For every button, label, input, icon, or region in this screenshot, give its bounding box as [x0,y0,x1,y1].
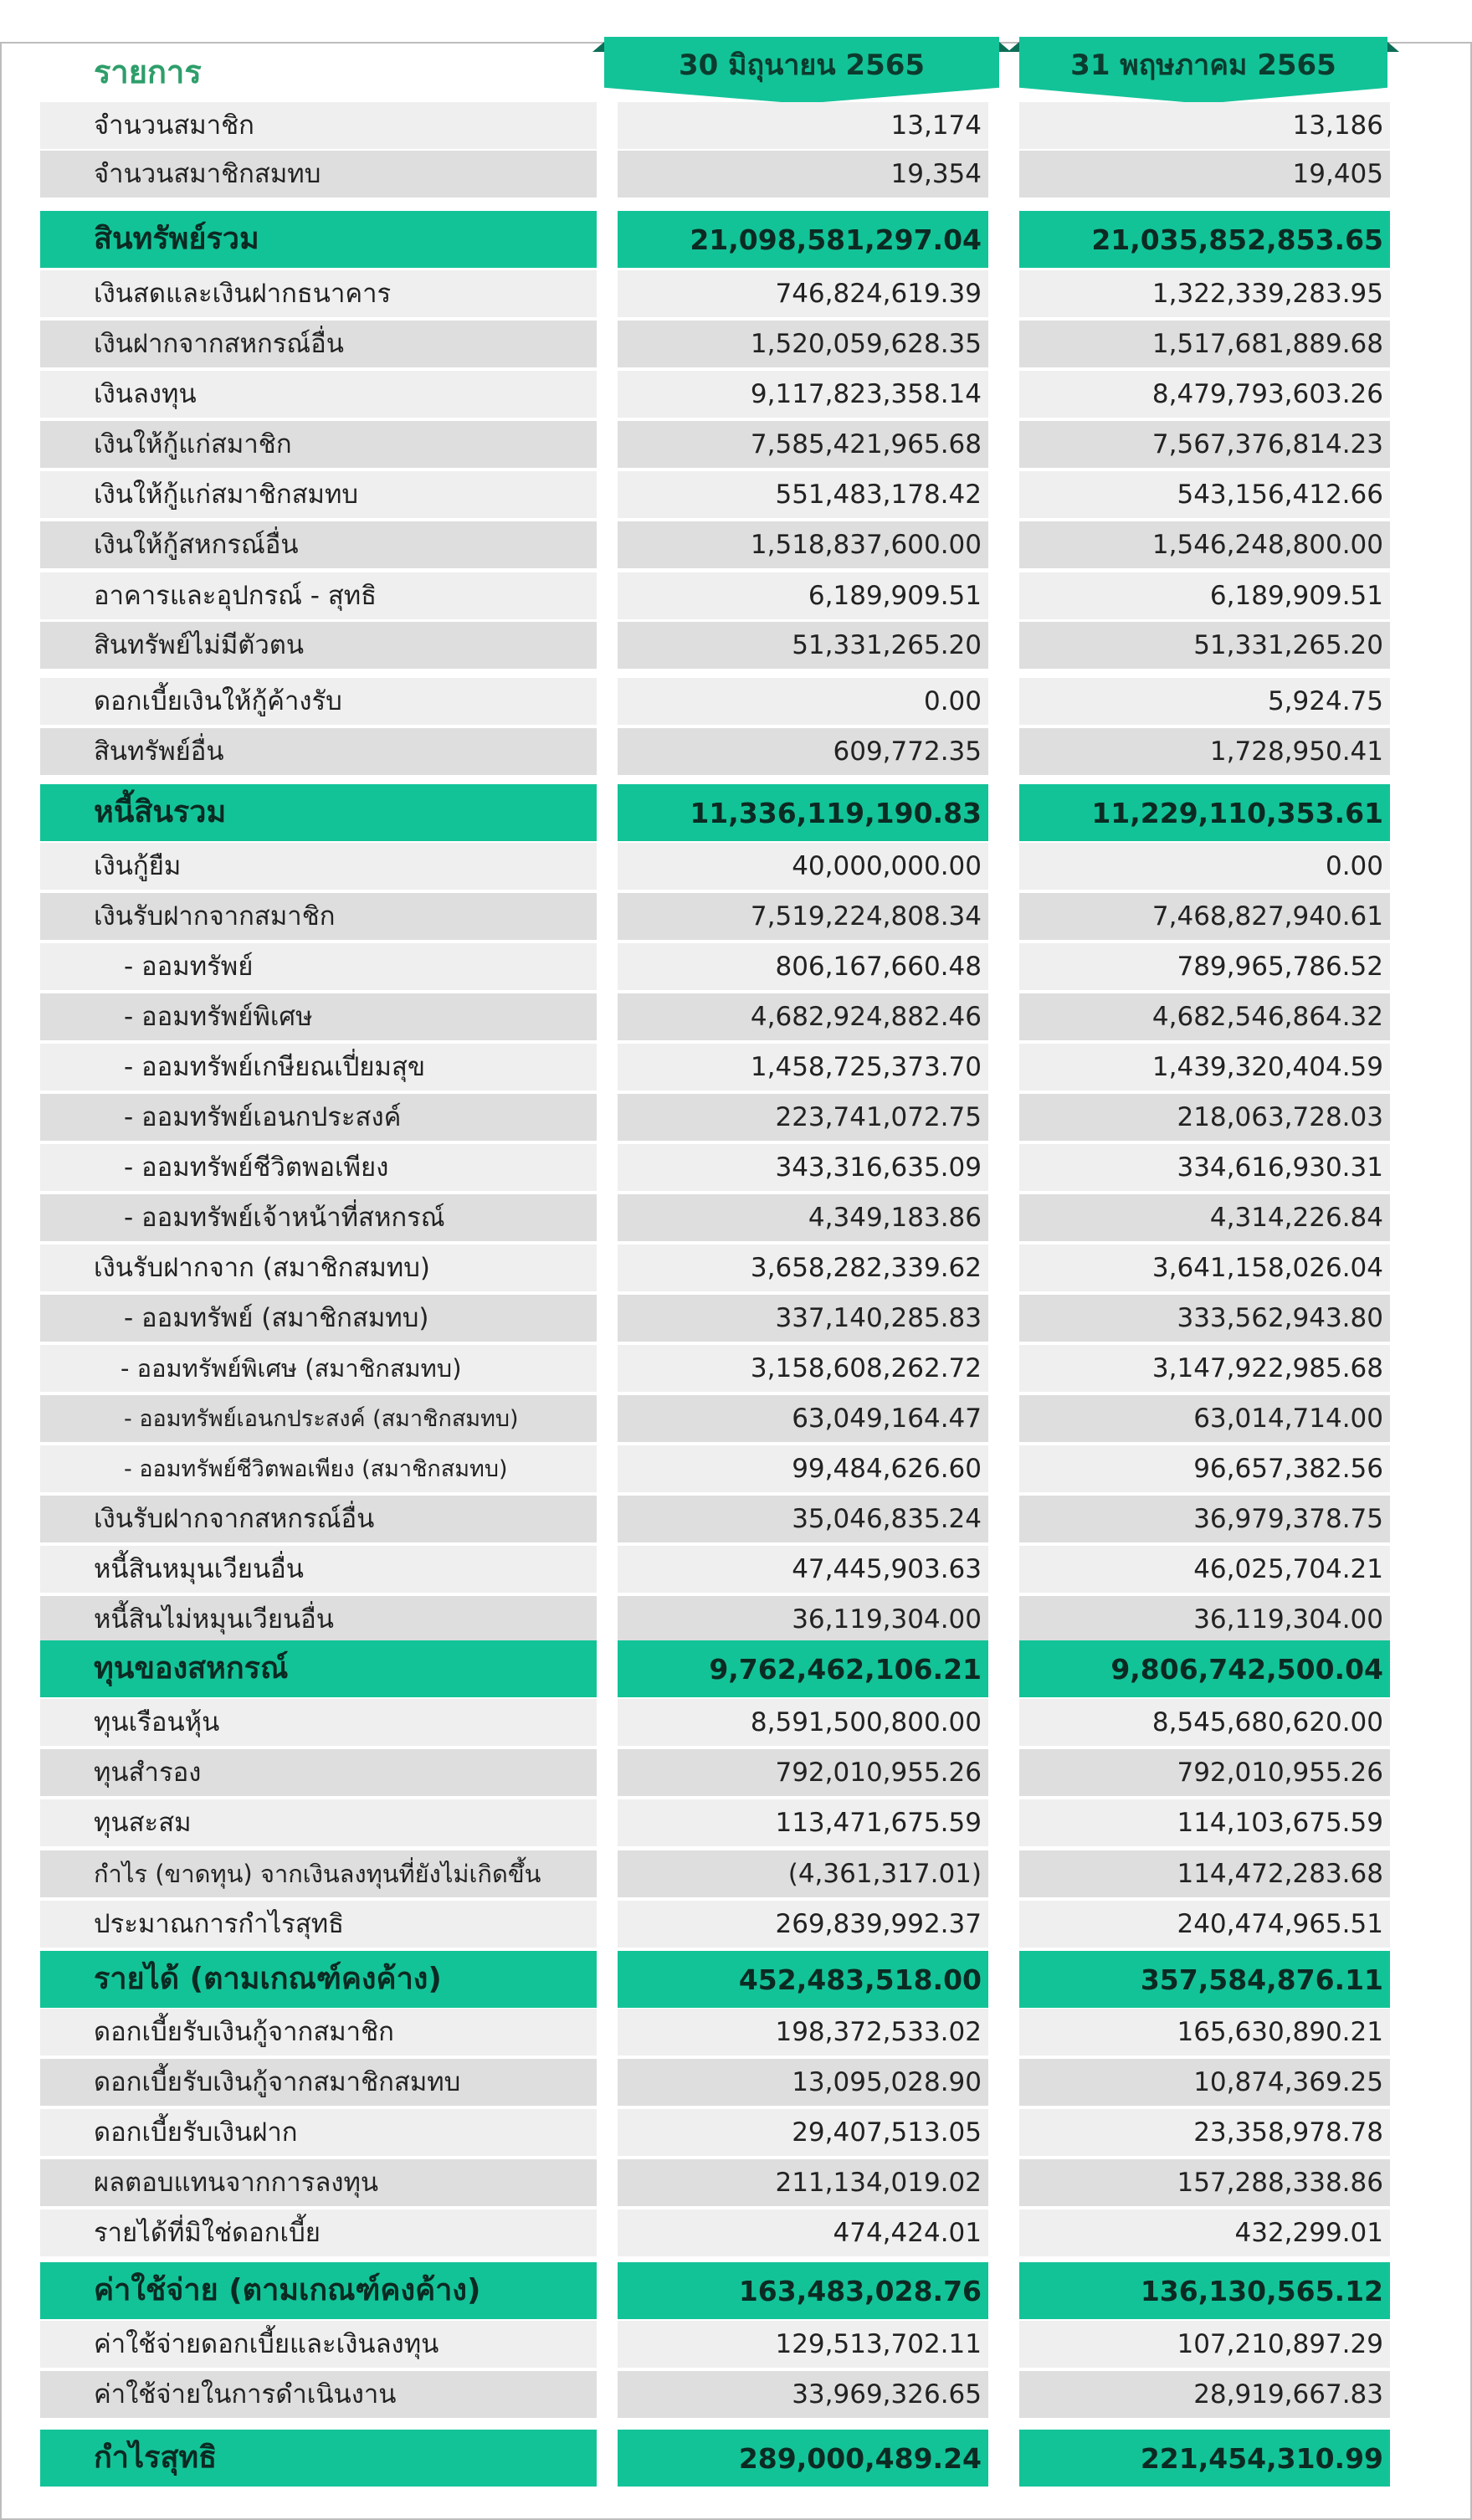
value-col-2: 221,454,310.99 [1019,2430,1390,2487]
value-col-1: 551,483,178.42 [618,471,988,518]
table-row [0,2059,1472,2106]
value-col-1: 792,010,955.26 [618,1749,988,1796]
table-row [0,2109,1472,2156]
value-col-1: 36,119,304.00 [618,1596,988,1643]
column-header-label: รายการ [94,54,202,90]
ribbon-fold-right [1387,42,1399,52]
column-header-date-1: 30 มิถุนายน 2565 [678,49,926,82]
table-row [0,2209,1472,2256]
value-col-2: 36,119,304.00 [1019,1596,1390,1643]
value-col-2: 240,474,965.51 [1019,1901,1390,1948]
table-row [0,1245,1472,1291]
value-col-1: 289,000,489.24 [618,2430,988,2487]
table-row [0,2159,1472,2206]
row-label: เงินลงทุน [40,371,597,418]
row-label: หนี้สินไม่หมุนเวียนอื่น [40,1596,597,1643]
column-header-date-1-ribbon [604,37,999,100]
value-col-2: 36,979,378.75 [1019,1496,1390,1542]
value-col-1: 9,117,823,358.14 [618,371,988,418]
table-row [0,1749,1472,1796]
value-col-1: 6,189,909.51 [618,572,988,619]
row-label: ดอกเบี้ยรับเงินฝาก [40,2109,597,2156]
value-col-1: (4,361,317.01) [618,1850,988,1897]
table-row [0,1194,1472,1241]
value-col-1: 337,140,285.83 [618,1295,988,1342]
row-label: ดอกเบี้ยรับเงินกู้จากสมาชิกสมทบ [40,2059,597,2106]
value-col-2: 8,479,793,603.26 [1019,371,1390,418]
value-col-1: 99,484,626.60 [618,1445,988,1492]
row-label: จำนวนสมาชิก [40,102,597,149]
table-row [0,993,1472,1040]
row-label: เงินให้กู้แก่สมาชิกสมทบ [40,471,597,518]
table-row [0,678,1472,725]
table-row [0,1044,1472,1091]
value-col-1: 19,354 [618,151,988,198]
table-row [0,102,1472,149]
value-col-1: 9,762,462,106.21 [618,1640,988,1697]
table-row [0,2009,1472,2056]
value-col-2: 3,641,158,026.04 [1019,1245,1390,1291]
row-label: ค่าใช้จ่ายดอกเบี้ยและเงินลงทุน [40,2321,597,2368]
value-col-1: 806,167,660.48 [618,943,988,990]
value-col-2: 96,657,382.56 [1019,1445,1390,1492]
value-col-1: 474,424.01 [618,2209,988,2256]
value-col-1: 35,046,835.24 [618,1496,988,1542]
table-row [0,1496,1472,1542]
value-col-2: 5,924.75 [1019,678,1390,725]
row-label: ผลตอบแทนจากการลงทุน [40,2159,597,2206]
value-col-1: 33,969,326.65 [618,2371,988,2418]
row-label: - ออมทรัพย์เกษียณเปี่ยมสุข [40,1044,597,1091]
value-col-2: 4,314,226.84 [1019,1194,1390,1241]
row-label: ทุนสะสม [40,1799,597,1846]
row-label: อาคารและอุปกรณ์ - สุทธิ [40,572,597,619]
value-col-1: 13,174 [618,102,988,149]
table-row [0,270,1472,317]
table-row [0,1699,1472,1746]
table-row [0,893,1472,940]
value-col-1: 8,591,500,800.00 [618,1699,988,1746]
row-label: - ออมทรัพย์ชีวิตพอเพียง [40,1144,597,1191]
value-col-1: 1,458,725,373.70 [618,1044,988,1091]
table-row [0,521,1472,568]
row-label: ดอกเบี้ยรับเงินกู้จากสมาชิก [40,2009,597,2056]
column-header-date-2: 31 พฤษภาคม 2565 [1070,49,1336,82]
table-row [0,2371,1472,2418]
row-label: สินทรัพย์ไม่มีตัวตน [40,622,597,669]
value-col-1: 29,407,513.05 [618,2109,988,2156]
value-col-2: 334,616,930.31 [1019,1144,1390,1191]
row-label: เงินรับฝากจากสมาชิก [40,893,597,940]
value-col-2: 789,965,786.52 [1019,943,1390,990]
table-row [0,622,1472,669]
value-col-1: 13,095,028.90 [618,2059,988,2106]
table-row [0,1901,1472,1948]
value-col-2: 218,063,728.03 [1019,1094,1390,1141]
row-label: - ออมทรัพย์เจ้าหน้าที่สหกรณ์ [40,1194,597,1241]
row-label: หนี้สินหมุนเวียนอื่น [40,1546,597,1593]
value-col-1: 269,839,992.37 [618,1901,988,1948]
row-label: - ออมทรัพย์ [40,943,597,990]
table-row [0,1395,1472,1442]
value-col-2: 3,147,922,985.68 [1019,1345,1390,1392]
table-row [0,1596,1472,1643]
value-col-2: 165,630,890.21 [1019,2009,1390,2056]
row-label: - ออมทรัพย์ (สมาชิกสมทบ) [40,1295,597,1342]
table-row [0,1144,1472,1191]
section-header-row [0,2262,1472,2319]
row-label: สินทรัพย์อื่น [40,728,597,775]
value-col-2: 1,439,320,404.59 [1019,1044,1390,1091]
value-col-1: 3,658,282,339.62 [618,1245,988,1291]
value-col-1: 4,682,924,882.46 [618,993,988,1040]
table-row [0,1799,1472,1846]
table-row [0,1445,1472,1492]
row-label: ทุนเรือนหุ้น [40,1699,597,1746]
row-label: - ออมทรัพย์ชีวิตพอเพียง (สมาชิกสมทบ) [40,1445,597,1492]
row-label: เงินกู้ยืม [40,843,597,890]
value-col-1: 51,331,265.20 [618,622,988,669]
table-row [0,321,1472,367]
row-label: เงินฝากจากสหกรณ์อื่น [40,321,597,367]
value-col-2: 7,468,827,940.61 [1019,893,1390,940]
value-col-1: 746,824,619.39 [618,270,988,317]
value-col-2: 9,806,742,500.04 [1019,1640,1390,1697]
table-row [0,421,1472,468]
row-label: กำไรสุทธิ [40,2430,597,2487]
value-col-2: 1,517,681,889.68 [1019,321,1390,367]
table-row [0,371,1472,418]
table-row [0,1345,1472,1392]
value-col-2: 357,584,876.11 [1019,1951,1390,2008]
row-label: หนี้สินรวม [40,784,597,841]
value-col-2: 8,545,680,620.00 [1019,1699,1390,1746]
value-col-2: 6,189,909.51 [1019,572,1390,619]
value-col-1: 63,049,164.47 [618,1395,988,1442]
section-header-row [0,2430,1472,2487]
value-col-1: 21,098,581,297.04 [618,211,988,268]
value-col-1: 47,445,903.63 [618,1546,988,1593]
value-col-2: 11,229,110,353.61 [1019,784,1390,841]
value-col-1: 452,483,518.00 [618,1951,988,2008]
table-row [0,728,1472,775]
value-col-2: 333,562,943.80 [1019,1295,1390,1342]
table-row [0,471,1472,518]
value-col-1: 343,316,635.09 [618,1144,988,1191]
value-col-2: 1,322,339,283.95 [1019,270,1390,317]
row-label: - ออมทรัพย์พิเศษ (สมาชิกสมทบ) [40,1345,597,1392]
value-col-2: 10,874,369.25 [1019,2059,1390,2106]
value-col-1: 198,372,533.02 [618,2009,988,2056]
value-col-2: 13,186 [1019,102,1390,149]
table-row [0,2321,1472,2368]
row-label: สินทรัพย์รวม [40,211,597,268]
value-col-1: 223,741,072.75 [618,1094,988,1141]
value-col-2: 136,130,565.12 [1019,2262,1390,2319]
row-label: ดอกเบี้ยเงินให้กู้ค้างรับ [40,678,597,725]
value-col-2: 432,299.01 [1019,2209,1390,2256]
value-col-1: 4,349,183.86 [618,1194,988,1241]
table-row [0,572,1472,619]
value-col-2: 28,919,667.83 [1019,2371,1390,2418]
section-header-row [0,1951,1472,2008]
value-col-2: 0.00 [1019,843,1390,890]
value-col-1: 0.00 [618,678,988,725]
value-col-1: 7,519,224,808.34 [618,893,988,940]
value-col-1: 1,520,059,628.35 [618,321,988,367]
row-label: ประมาณการกำไรสุทธิ [40,1901,597,1948]
value-col-2: 21,035,852,853.65 [1019,211,1390,268]
value-col-2: 114,103,675.59 [1019,1799,1390,1846]
ribbon-fold-left [1008,42,1019,52]
value-col-2: 792,010,955.26 [1019,1749,1390,1796]
table-row [0,843,1472,890]
value-col-2: 19,405 [1019,151,1390,198]
table-row [0,1546,1472,1593]
row-label: ทุนสำรอง [40,1749,597,1796]
value-col-1: 7,585,421,965.68 [618,421,988,468]
row-label: - ออมทรัพย์เอนกประสงค์ (สมาชิกสมทบ) [40,1395,597,1442]
value-col-2: 63,014,714.00 [1019,1395,1390,1442]
value-col-2: 1,728,950.41 [1019,728,1390,775]
value-col-2: 4,682,546,864.32 [1019,993,1390,1040]
ribbon-fold-left [592,42,604,52]
row-label: รายได้ (ตามเกณฑ์คงค้าง) [40,1951,597,2008]
row-label: กำไร (ขาดทุน) จากเงินลงทุนที่ยังไม่เกิดขึ้น [40,1850,597,1897]
value-col-1: 113,471,675.59 [618,1799,988,1846]
value-col-1: 129,513,702.11 [618,2321,988,2368]
value-col-1: 609,772.35 [618,728,988,775]
row-label: - ออมทรัพย์เอนกประสงค์ [40,1094,597,1141]
row-label: ทุนของสหกรณ์ [40,1640,597,1697]
value-col-1: 163,483,028.76 [618,2262,988,2319]
row-label: ค่าใช้จ่ายในการดำเนินงาน [40,2371,597,2418]
table-row [0,1295,1472,1342]
value-col-2: 543,156,412.66 [1019,471,1390,518]
value-col-1: 40,000,000.00 [618,843,988,890]
value-col-1: 211,134,019.02 [618,2159,988,2206]
row-label: เงินให้กู้สหกรณ์อื่น [40,521,597,568]
value-col-1: 3,158,608,262.72 [618,1345,988,1392]
table-row [0,151,1472,198]
value-col-2: 157,288,338.86 [1019,2159,1390,2206]
section-header-row [0,784,1472,841]
value-col-2: 1,546,248,800.00 [1019,521,1390,568]
row-label: เงินสดและเงินฝากธนาคาร [40,270,597,317]
row-label: เงินรับฝากจากสหกรณ์อื่น [40,1496,597,1542]
row-label: จำนวนสมาชิกสมทบ [40,151,597,198]
value-col-2: 114,472,283.68 [1019,1850,1390,1897]
value-col-2: 46,025,704.21 [1019,1546,1390,1593]
section-header-row [0,211,1472,268]
value-col-2: 107,210,897.29 [1019,2321,1390,2368]
table-row [0,1094,1472,1141]
column-header-date-2-ribbon [1019,37,1387,100]
value-col-1: 1,518,837,600.00 [618,521,988,568]
row-label: เงินให้กู้แก่สมาชิก [40,421,597,468]
row-label: ค่าใช้จ่าย (ตามเกณฑ์คงค้าง) [40,2262,597,2319]
table-row [0,1850,1472,1897]
row-label: เงินรับฝากจาก (สมาชิกสมทบ) [40,1245,597,1291]
value-col-1: 11,336,119,190.83 [618,784,988,841]
row-label: - ออมทรัพย์พิเศษ [40,993,597,1040]
table-row [0,943,1472,990]
section-header-row [0,1640,1472,1697]
value-col-2: 51,331,265.20 [1019,622,1390,669]
value-col-2: 23,358,978.78 [1019,2109,1390,2156]
row-label: รายได้ที่มิใช่ดอกเบี้ย [40,2209,597,2256]
value-col-2: 7,567,376,814.23 [1019,421,1390,468]
